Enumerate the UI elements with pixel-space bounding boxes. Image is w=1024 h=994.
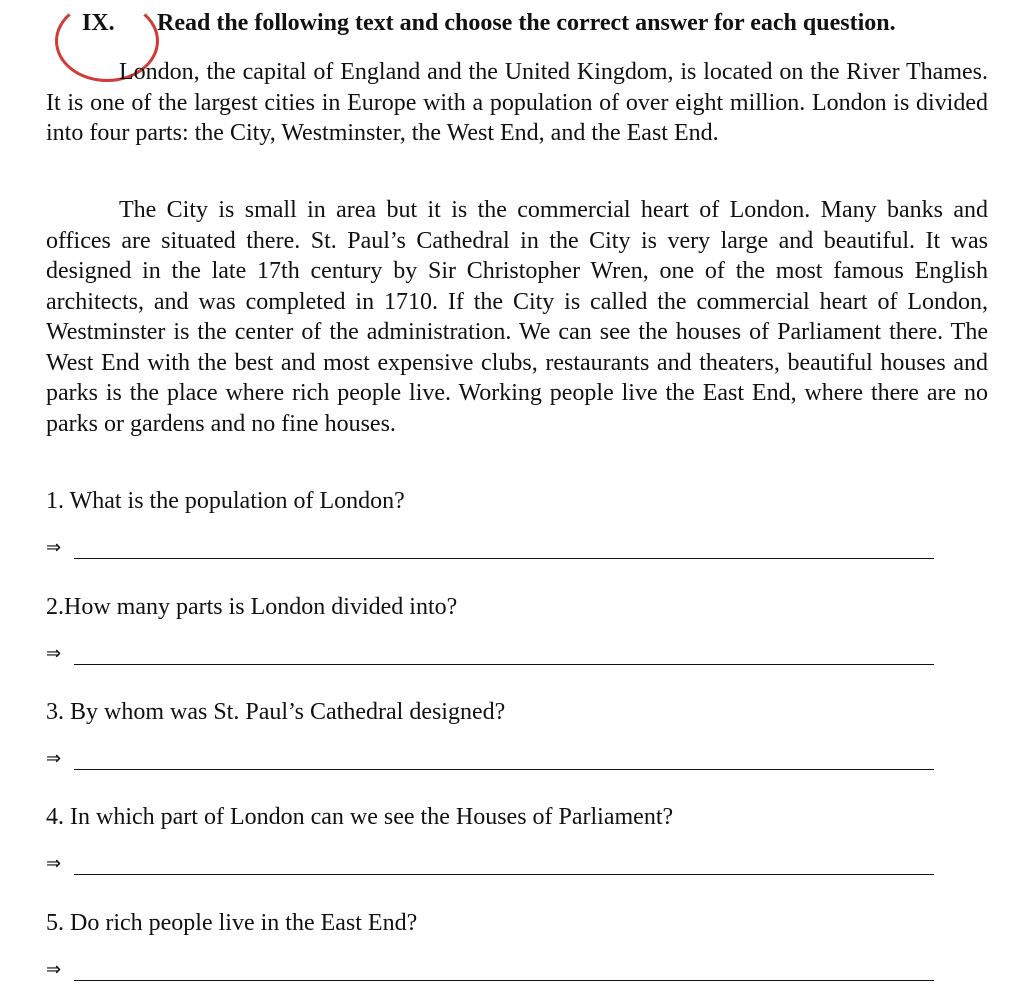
arrow-icon: ⇒ bbox=[46, 853, 62, 874]
arrow-icon: ⇒ bbox=[46, 748, 62, 769]
exercise-instruction: Read the following text and choose the correct answer for each question. bbox=[157, 10, 896, 36]
answer-line-4[interactable] bbox=[74, 856, 934, 875]
arrow-icon: ⇒ bbox=[46, 537, 62, 558]
answer-row-2 bbox=[46, 639, 934, 665]
exercise-heading bbox=[82, 6, 896, 40]
answer-line-5[interactable] bbox=[74, 962, 934, 981]
answer-line-1[interactable] bbox=[74, 540, 934, 559]
answer-row-5 bbox=[46, 955, 934, 981]
question-4: 4. In which part of London can we see the Houses of Parliament? bbox=[46, 804, 674, 830]
question-3: 3. By whom was St. Paul’s Cathedral designed? bbox=[46, 699, 506, 725]
passage-paragraph-2: The City is small in area but it is the commercial heart of London. Many banks and offices are situated there. St. Paul’s Cathedral in the City is very large and beautiful. It was designed in the late 17th century by Sir Christopher Wren, one of the most famous English architects, and was completed in 1710. If the City is called the commercial heart of London, Westminster is the center of the administration. We can see the houses of Parliament there. The West End with the best and most expensive clubs, restaurants and theaters, beautiful houses and parks is the place where rich people live. Working people live the East End, where there are no parks or gardens and no fine houses. bbox=[46, 197, 988, 437]
answer-line-3[interactable] bbox=[74, 751, 934, 770]
answer-row-4 bbox=[46, 849, 934, 875]
answer-row-1 bbox=[46, 533, 934, 559]
exercise-number: IX. bbox=[82, 10, 115, 36]
question-5: 5. Do rich people live in the East End? bbox=[46, 910, 418, 936]
question-1: 1. What is the population of London? bbox=[46, 488, 405, 514]
arrow-icon: ⇒ bbox=[46, 643, 62, 664]
question-2: 2.How many parts is London divided into? bbox=[46, 594, 458, 620]
arrow-icon: ⇒ bbox=[46, 959, 62, 980]
passage-paragraph-1: London, the capital of England and the United Kingdom, is located on the River Thames. It is one of the largest cities in Europe with a population of over eight million. London is divided into four parts: the City, Westminster, the West End, and the East End. bbox=[46, 59, 988, 146]
answer-line-2[interactable] bbox=[74, 646, 934, 665]
answer-row-3 bbox=[46, 744, 934, 770]
